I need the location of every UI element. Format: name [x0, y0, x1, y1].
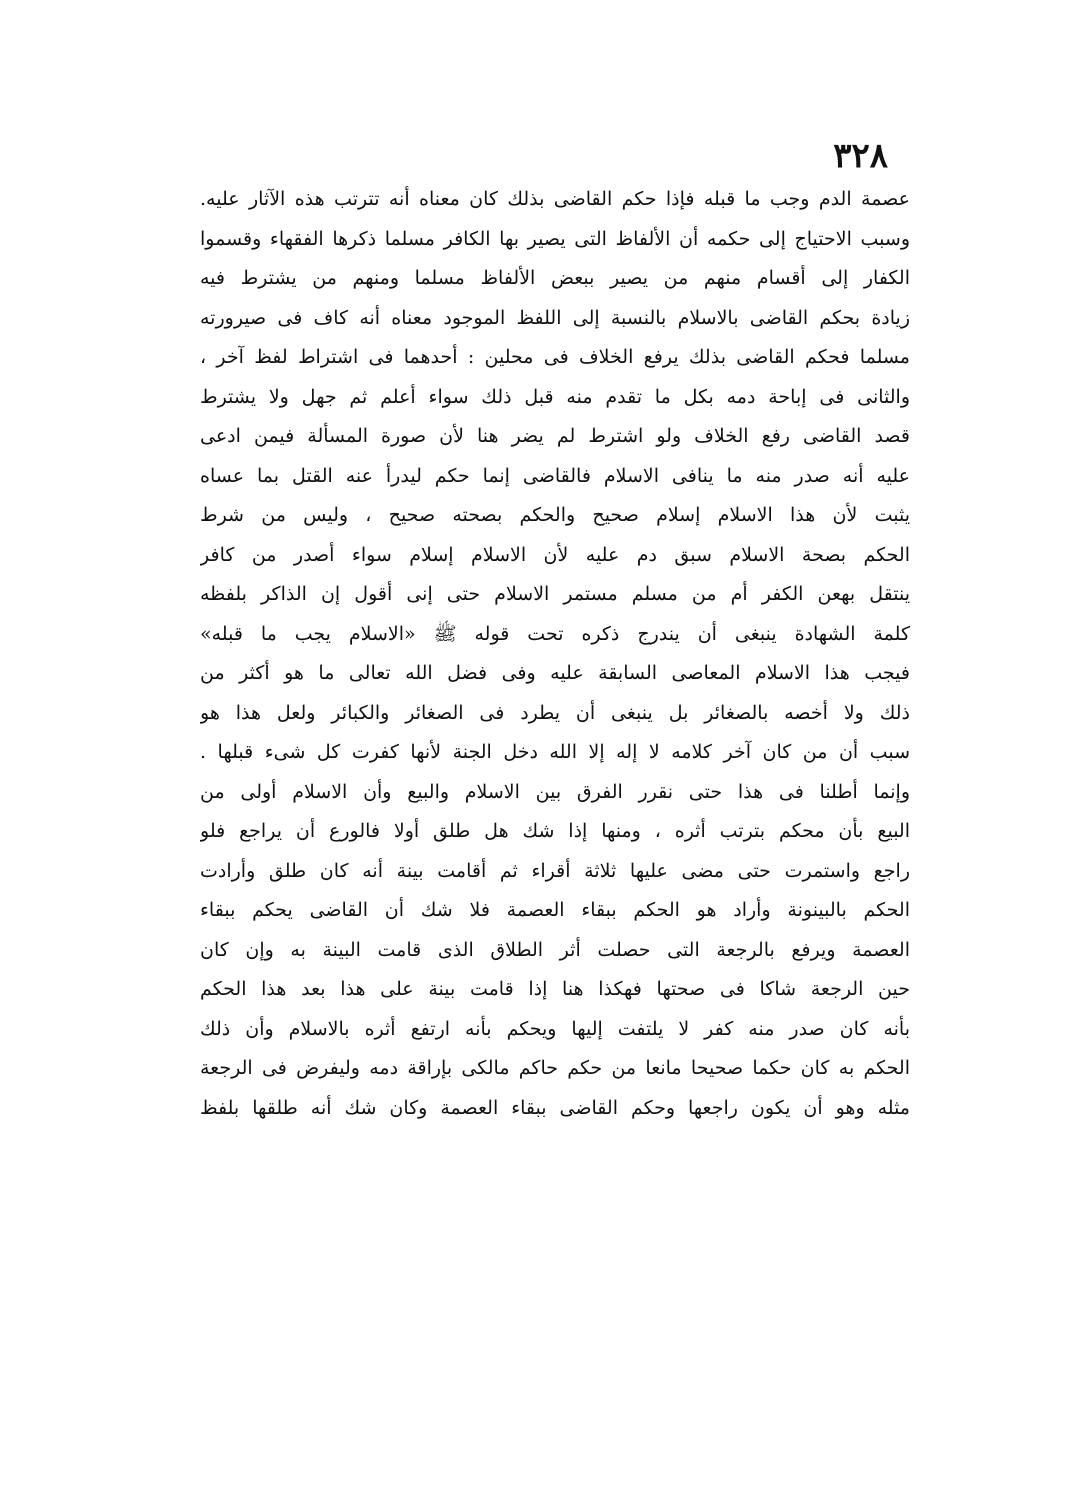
text-line: مسلما فحكم القاضى بذلك يرفع الخلاف فى محلين : أحدهما فى اشتراط لفظ آخر ،: [200, 346, 910, 368]
text-line: وإنما أطلنا فى هذا حتى نقرر الفرق بين الاسلام والبيع وأن الاسلام أولى من: [200, 780, 910, 803]
text-line: الحكم بصحة الاسلام سبق دم عليه لأن الاسلام إسلام سواء أصدر من كافر: [200, 543, 910, 566]
text-line: ذلك ولا أخصه بالصغائر بل ينبغى أن يطرد فى الصغائر والكبائر ولعل هذا هو: [200, 701, 910, 724]
text-line: راجع واستمرت حتى مضى عليها ثلاثة أقراء ثم أقامت بينة أنه كان طلق وأرادت: [200, 859, 910, 882]
text-line: فيجب هذا الاسلام المعاصى السابقة عليه وفى فضل الله تعالى ما هو أكثر من: [200, 662, 910, 684]
text-line: وسبب الاحتياج إلى حكمه أن الألفاظ التى يصير بها الكافر مسلما ذكرها الفقهاء وقسموا: [200, 227, 910, 250]
text-line: البيع بأن محكم بترتب أثره ، ومنها إذا شك هل طلق أولا فالورع أن يراجع فلو: [200, 820, 910, 842]
text-line: سبب أن من كان آخر كلامه لا إله إلا الله دخل الجنة لأنها كفرت كل شىء قبلها .: [200, 741, 910, 763]
body-text: [200, 180, 910, 1128]
text-line: الكفار إلى أقسام منهم من يصير ببعض الألفاظ مسلما ومنهم من يشترط فيه: [200, 267, 910, 289]
text-line: مثله وهو أن يكون راجعها وحكم القاضى ببقاء العصمة وكان شك أنه طلقها بلفظ: [200, 1096, 910, 1119]
text-line: بأنه كان صدر منه كفر لا يلتفت إليها ويحكم بأنه ارتفع أثره بالاسلام وأن ذلك: [200, 1017, 910, 1040]
text-line: قصد القاضى رفع الخلاف ولو اشترط لم يضر هنا لأن صورة المسألة فيمن ادعى: [200, 425, 910, 447]
text-line: العصمة ويرفع بالرجعة التى حصلت أثر الطلاق الذى قامت البينة به وإن كان: [200, 938, 910, 961]
text-line: الحكم به كان حكما صحيحا مانعا من حكم حاكم مالكى بإراقة دمه وليفرض فى الرجعة: [200, 1057, 910, 1079]
text-line: الحكم بالبينونة وأراد هو الحكم ببقاء العصمة فلا شك أن القاضى يحكم ببقاء: [200, 899, 910, 921]
text-line: والثانى فى إباحة دمه بكل ما تقدم منه قبل ذلك سواء أعلم ثم جهل ولا يشترط: [200, 385, 910, 408]
text-line: كلمة الشهادة ينبغى أن يندرج ذكره تحت قوله ﷺ «الاسلام يجب ما قبله»: [200, 622, 910, 645]
text-line: عليه أنه صدر منه ما ينافى الاسلام فالقاضى إنما حكم ليدرأ عنه القتل بما عساه: [200, 464, 910, 487]
text-line: يثبت لأن هذا الاسلام إسلام صحيح والحكم بصحته صحيح ، وليس من شرط: [200, 504, 910, 526]
text-line: حين الرجعة شاكا فى صحتها فهكذا هنا إذا قامت بينة على هذا بعد هذا الحكم: [200, 978, 910, 1000]
text-line: عصمة الدم وجب ما قبله فإذا حكم القاضى بذلك كان معناه أنه تترتب هذه الآثار عليه.: [200, 188, 910, 210]
page-number: ٣٢٨: [833, 136, 888, 176]
text-line: زيادة بحكم القاضى بالاسلام بالنسبة إلى اللفظ الموجود معناه أنه كاف فى صيرورته: [200, 306, 910, 329]
text-line: ينتقل بهعن الكفر أم من مسلم مستمر الاسلام حتى إنى أقول إن الذاكر بلفظه: [200, 583, 910, 605]
